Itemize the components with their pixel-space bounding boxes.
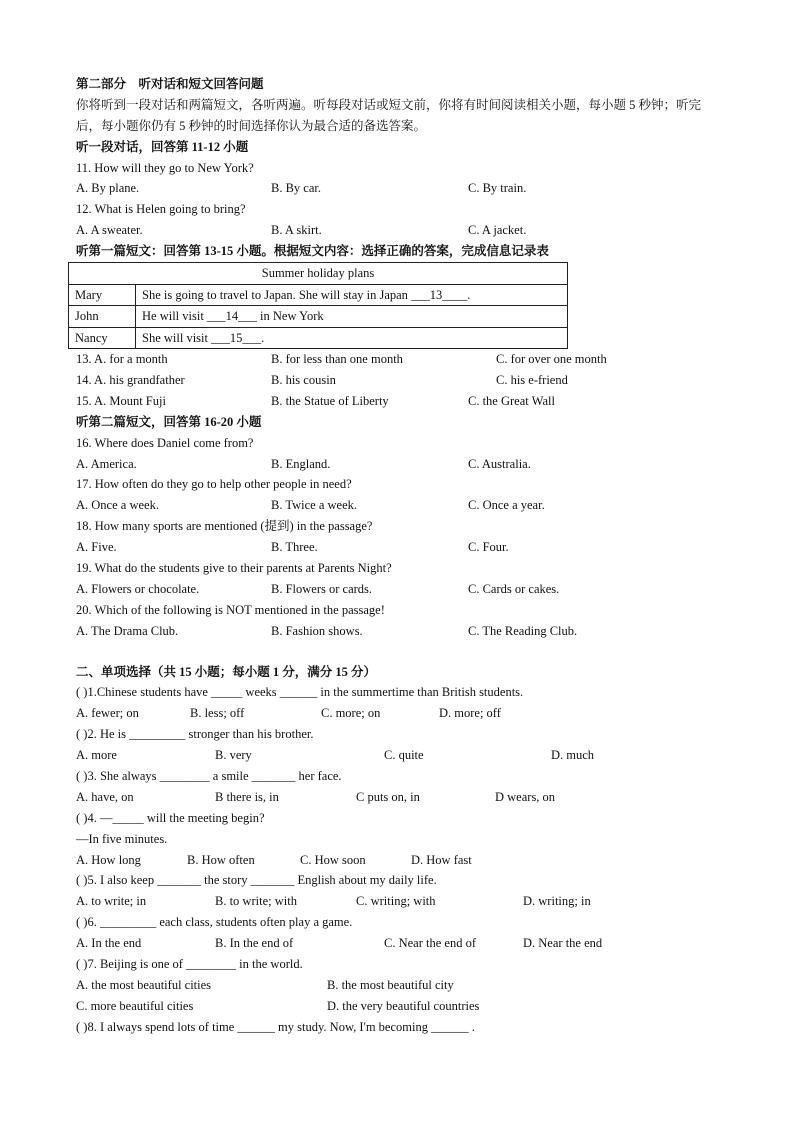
option-a: A. Flowers or chocolate.: [76, 581, 200, 596]
option-c: C. Australia.: [468, 456, 531, 471]
option-b: B there is, in: [215, 789, 279, 804]
mc-options-7-row1: [76, 975, 724, 996]
table-cell-text: He will visit ___14___ in New York: [136, 306, 568, 328]
option-a: A. fewer; on: [76, 706, 139, 721]
table-cell-name: John: [69, 306, 136, 328]
option-a: A. to write; in: [76, 894, 147, 909]
option-b: B. very: [215, 748, 252, 763]
table-cell-name: Mary: [69, 284, 136, 306]
question-20: 20. Which of the following is NOT mentioned in the passage!: [76, 602, 385, 617]
mc-options-3: [76, 787, 724, 808]
option-b: B. How often: [187, 852, 255, 867]
options-12: [76, 220, 724, 241]
option-b: B. In the end of: [215, 936, 294, 951]
option-a: A. America.: [76, 456, 137, 471]
option-b: B. Three.: [271, 540, 318, 555]
exam-page: [76, 74, 724, 1038]
option-d: D. more; off: [439, 706, 501, 721]
option-c: C. The Reading Club.: [468, 623, 578, 638]
option-a: A. Five.: [76, 540, 117, 555]
table-row: [69, 284, 568, 306]
option-d: D. much: [551, 748, 595, 763]
mc-question-8: ( )8. I always spend lots of time ______ my study. Now, I'm becoming ______ .: [76, 1019, 475, 1034]
option-c: C. more beautiful cities: [76, 998, 194, 1013]
option-a: 14. A. his grandfather: [76, 372, 185, 387]
mc-options-2: [76, 745, 724, 766]
section2-title: 二、单项选择（共 15 小题；每小题 1 分，满分 15 分）: [76, 664, 377, 679]
mc-question-1: ( )1.Chinese students have _____ weeks ______ in the summertime than British students.: [76, 685, 524, 700]
option-a: A. By plane.: [76, 181, 140, 196]
mc-question-3: ( )3. She always ________ a smile _______ her face.: [76, 768, 342, 783]
plans-table-title: Summer holiday plans: [69, 263, 568, 285]
option-c: C. Four.: [468, 540, 509, 555]
mc-question-7: ( )7. Beijing is one of ________ in the world.: [76, 956, 303, 971]
question-12: 12. What is Helen going to bring?: [76, 202, 246, 217]
option-d: D. the very beautiful countries: [327, 998, 480, 1013]
question-18: 18. How many sports are mentioned (提到) in the passage?: [76, 519, 373, 534]
option-c: C. How soon: [300, 852, 366, 867]
option-c: C. the Great Wall: [468, 393, 555, 408]
options-20: [76, 621, 724, 642]
option-c: C puts on, in: [356, 789, 420, 804]
mc-options-4: [76, 850, 724, 871]
option-c: C. his e-friend: [496, 372, 568, 387]
option-c: C. quite: [384, 748, 424, 763]
part2-instructions: 你将听到一段对话和两篇短文，各听两遍。听每段对话或短文前，你将有时间阅读相关小题，每小题 5 秒钟；听完后，每小题你仍有 5 秒钟的时间选择你认为最合适的备选答案。: [76, 97, 702, 133]
option-a: A. A sweater.: [76, 223, 143, 238]
options-13: [76, 349, 724, 370]
option-c: C. Once a year.: [468, 498, 545, 513]
table-row: [69, 327, 568, 349]
option-a: 15. A. Mount Fuji: [76, 393, 166, 408]
table-cell-text: She will visit ___15___.: [136, 327, 568, 349]
dialogue-heading: 听一段对话，回答第 11-12 小题: [76, 139, 249, 154]
option-c: C. for over one month: [496, 352, 607, 367]
option-b: B. Twice a week.: [271, 498, 358, 513]
table-row: [69, 306, 568, 328]
option-b: B. Flowers or cards.: [271, 581, 373, 596]
question-16: 16. Where does Daniel come from?: [76, 435, 254, 450]
option-c: C. Cards or cakes.: [468, 581, 560, 596]
mc-options-1: [76, 703, 724, 724]
mc-question-2: ( )2. He is _________ stronger than his brother.: [76, 727, 314, 742]
options-16: [76, 454, 724, 475]
option-b: B. By car.: [271, 181, 321, 196]
option-b: B. for less than one month: [271, 352, 403, 367]
option-a: A. In the end: [76, 936, 142, 951]
option-a: 13. A. for a month: [76, 352, 168, 367]
option-b: B. less; off: [190, 706, 245, 721]
passage2-heading: 听第二篇短文，回答第 16-20 小题: [76, 414, 262, 429]
option-c: C. writing; with: [356, 894, 436, 909]
mc-question-6: ( )6. _________ each class, students often play a game.: [76, 915, 353, 930]
mc-question-4: ( )4. —_____ will the meeting begin?: [76, 810, 265, 825]
option-a: A. the most beautiful cities: [76, 977, 212, 992]
options-11: [76, 178, 724, 199]
option-c: C. more; on: [321, 706, 381, 721]
option-d: D. writing; in: [523, 894, 591, 909]
table-cell-text: She is going to travel to Japan. She will stay in Japan ___13____.: [136, 284, 568, 306]
option-a: A. more: [76, 748, 117, 763]
option-c: C. By train.: [468, 181, 527, 196]
option-b: B. A skirt.: [271, 223, 322, 238]
table-cell-name: Nancy: [69, 327, 136, 349]
options-19: [76, 579, 724, 600]
option-b: B. England.: [271, 456, 331, 471]
option-b: B. the most beautiful city: [327, 977, 454, 992]
options-17: [76, 495, 724, 516]
option-d: D. Near the end: [523, 936, 603, 951]
option-b: B. his cousin: [271, 372, 336, 387]
option-c: C. Near the end of: [384, 936, 476, 951]
option-b: B. the Statue of Liberty: [271, 393, 389, 408]
plans-table: [68, 262, 568, 349]
option-b: B. Fashion shows.: [271, 623, 363, 638]
mc-question-4-answer: —In five minutes.: [76, 831, 168, 846]
options-15: [76, 391, 724, 412]
question-17: 17. How often do they go to help other people in need?: [76, 477, 352, 492]
mc-question-5: ( )5. I also keep _______ the story _______ English about my daily life.: [76, 873, 437, 888]
option-c: C. A jacket.: [468, 223, 527, 238]
mc-options-7-row2: [76, 996, 724, 1017]
options-14: [76, 370, 724, 391]
passage1-heading: 听第一篇短文：回答第 13-15 小题。根据短文内容：选择正确的答案，完成信息记录表: [76, 244, 549, 259]
option-a: A. Once a week.: [76, 498, 159, 513]
question-11: 11. How will they go to New York?: [76, 160, 254, 175]
question-19: 19. What do the students give to their parents at Parents Night?: [76, 560, 392, 575]
options-18: [76, 537, 724, 558]
option-a: A. have, on: [76, 789, 134, 804]
option-b: B. to write; with: [215, 894, 297, 909]
option-d: D. How fast: [411, 852, 472, 867]
mc-options-5: [76, 891, 724, 912]
option-a: A. The Drama Club.: [76, 623, 179, 638]
mc-options-6: [76, 933, 724, 954]
option-d: D wears, on: [495, 789, 556, 804]
part2-title: 第二部分 听对话和短文回答问题: [76, 77, 264, 91]
option-a: A. How long: [76, 852, 141, 867]
